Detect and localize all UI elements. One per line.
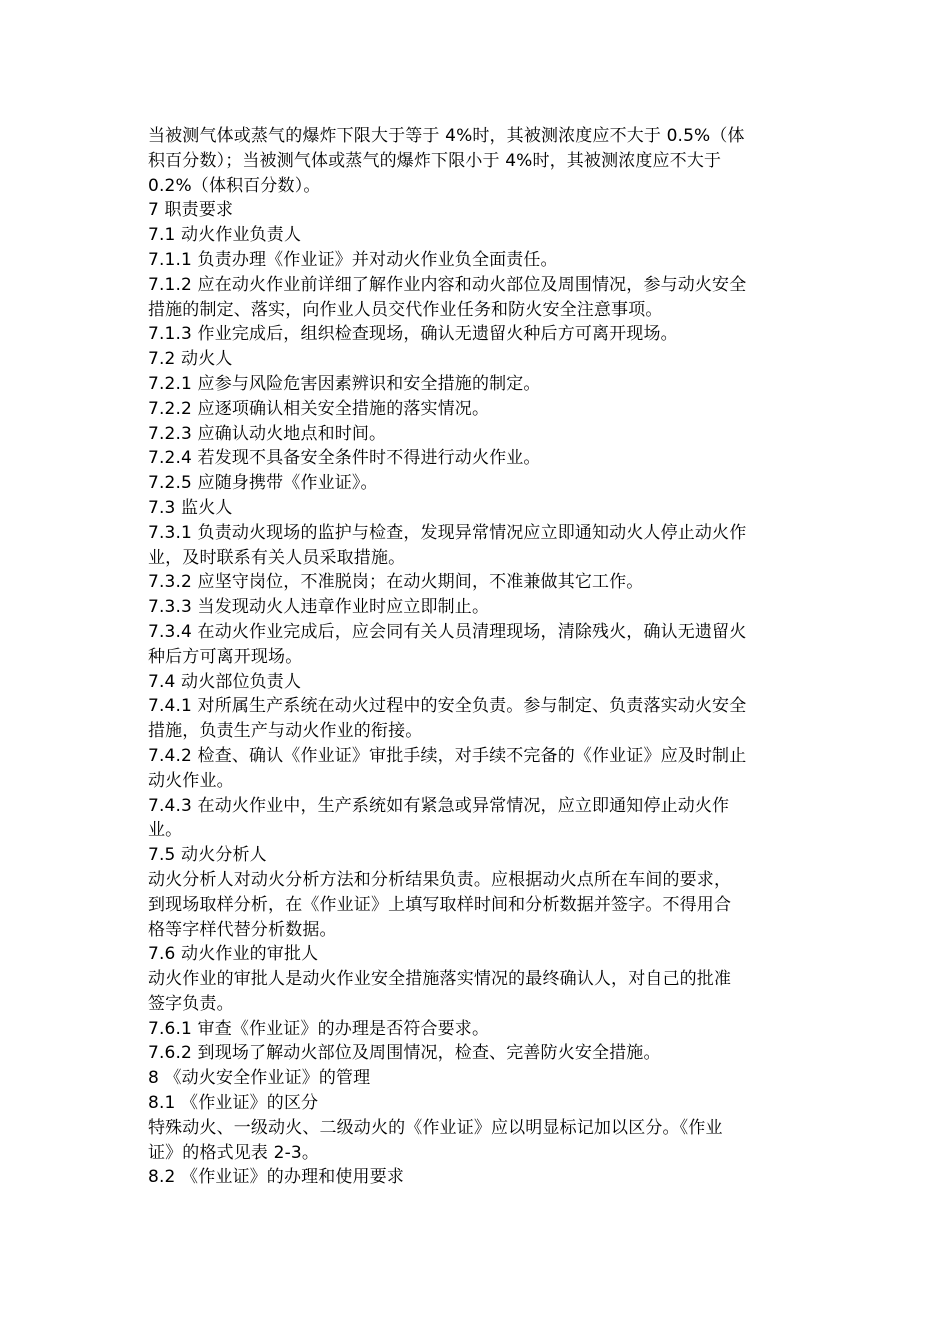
text-line: 动火作业。 bbox=[148, 770, 234, 791]
text-line: 积百分数）；当被测气体或蒸气的爆炸下限小于 4%时，其被测浓度应不大于 bbox=[148, 150, 722, 171]
text-line: 当被测气体或蒸气的爆炸下限大于等于 4%时，其被测浓度应不大于 0.5%（体 bbox=[148, 126, 745, 146]
text-line: 7.6.2 到现场了解动火部位及周围情况，检查、完善防火安全措施。 bbox=[148, 1043, 661, 1064]
section-heading: 7 职责要求 bbox=[148, 200, 234, 221]
text-line: 特殊动火、一级动火、二级动火的《作业证》应以明显标记加以区分。《作业 bbox=[148, 1117, 723, 1138]
text-line: 7.3.2 应坚守岗位，不准脱岗；在动火期间，不准兼做其它工作。 bbox=[148, 572, 644, 593]
subsection-heading: 7.5 动火分析人 bbox=[148, 845, 267, 866]
text-line: 种后方可离开现场。 bbox=[148, 646, 303, 667]
text-line: 7.2.5 应随身携带《作业证》。 bbox=[148, 473, 378, 494]
subsection-heading: 7.1 动火作业负责人 bbox=[148, 225, 302, 246]
subsection-heading: 8.2 《作业证》的办理和使用要求 bbox=[148, 1167, 404, 1188]
subsection-heading: 7.6 动火作业的审批人 bbox=[148, 944, 319, 965]
text-line: 7.2.1 应参与风险危害因素辨识和安全措施的制定。 bbox=[148, 373, 541, 394]
text-line: 7.4.1 对所属生产系统在动火过程中的安全负责。参与制定、负责落实动火安全 bbox=[148, 696, 747, 717]
text-line: 7.2.4 若发现不具备安全条件时不得进行动火作业。 bbox=[148, 448, 541, 469]
text-line: 措施的制定、落实，向作业人员交代作业任务和防火安全注意事项。 bbox=[148, 299, 663, 320]
subsection-heading: 8.1 《作业证》的区分 bbox=[148, 1093, 319, 1114]
section-heading: 8 《动火安全作业证》的管理 bbox=[148, 1068, 371, 1089]
text-line: 措施，负责生产与动火作业的衔接。 bbox=[148, 721, 423, 742]
text-line: 7.2.2 应逐项确认相关安全措施的落实情况。 bbox=[148, 398, 490, 419]
subsection-heading: 7.4 动火部位负责人 bbox=[148, 671, 302, 692]
text-line: 业。 bbox=[148, 820, 183, 841]
text-line: 7.6.1 审查《作业证》的办理是否符合要求。 bbox=[148, 1018, 490, 1039]
document-body bbox=[148, 124, 808, 1190]
text-line: 7.2.3 应确认动火地点和时间。 bbox=[148, 423, 387, 444]
text-line: 7.1.3 作业完成后，组织检查现场，确认无遗留火种后方可离开现场。 bbox=[148, 324, 678, 345]
text-line: 0.2%（体积百分数）。 bbox=[148, 175, 321, 196]
text-line: 动火作业的审批人是动火作业安全措施落实情况的最终确认人，对自己的批准 bbox=[148, 969, 732, 990]
text-line: 7.3.1 负责动火现场的监护与检查，发现异常情况应立即通知动火人停止动火作 bbox=[148, 522, 747, 543]
text-line: 到现场取样分析，在《作业证》上填写取样时间和分析数据并签字。不得用合 bbox=[148, 894, 732, 915]
text-line: 7.4.2 检查、确认《作业证》审批手续，对手续不完备的《作业证》应及时制止 bbox=[148, 745, 747, 766]
text-line: 格等字样代替分析数据。 bbox=[148, 919, 337, 940]
text-line: 签字负责。 bbox=[148, 993, 234, 1014]
text-line: 7.1.1 负责办理《作业证》并对动火作业负全面责任。 bbox=[148, 249, 558, 270]
subsection-heading: 7.3 监火人 bbox=[148, 497, 233, 518]
text-line: 7.1.2 应在动火作业前详细了解作业内容和动火部位及周围情况，参与动火安全 bbox=[148, 274, 747, 295]
text-line: 动火分析人对动火分析方法和分析结果负责。应根据动火点所在车间的要求， bbox=[148, 869, 732, 890]
text-line: 7.3.4 在动火作业完成后，应会同有关人员清理现场，清除残火，确认无遗留火 bbox=[148, 621, 747, 642]
text-line: 证》的格式见表 2-3。 bbox=[148, 1142, 319, 1163]
subsection-heading: 7.2 动火人 bbox=[148, 349, 233, 370]
text-line: 7.4.3 在动火作业中，生产系统如有紧急或异常情况，应立即通知停止动火作 bbox=[148, 795, 730, 816]
text-line: 业，及时联系有关人员采取措施。 bbox=[148, 547, 406, 568]
text-line: 7.3.3 当发现动火人违章作业时应立即制止。 bbox=[148, 597, 490, 618]
